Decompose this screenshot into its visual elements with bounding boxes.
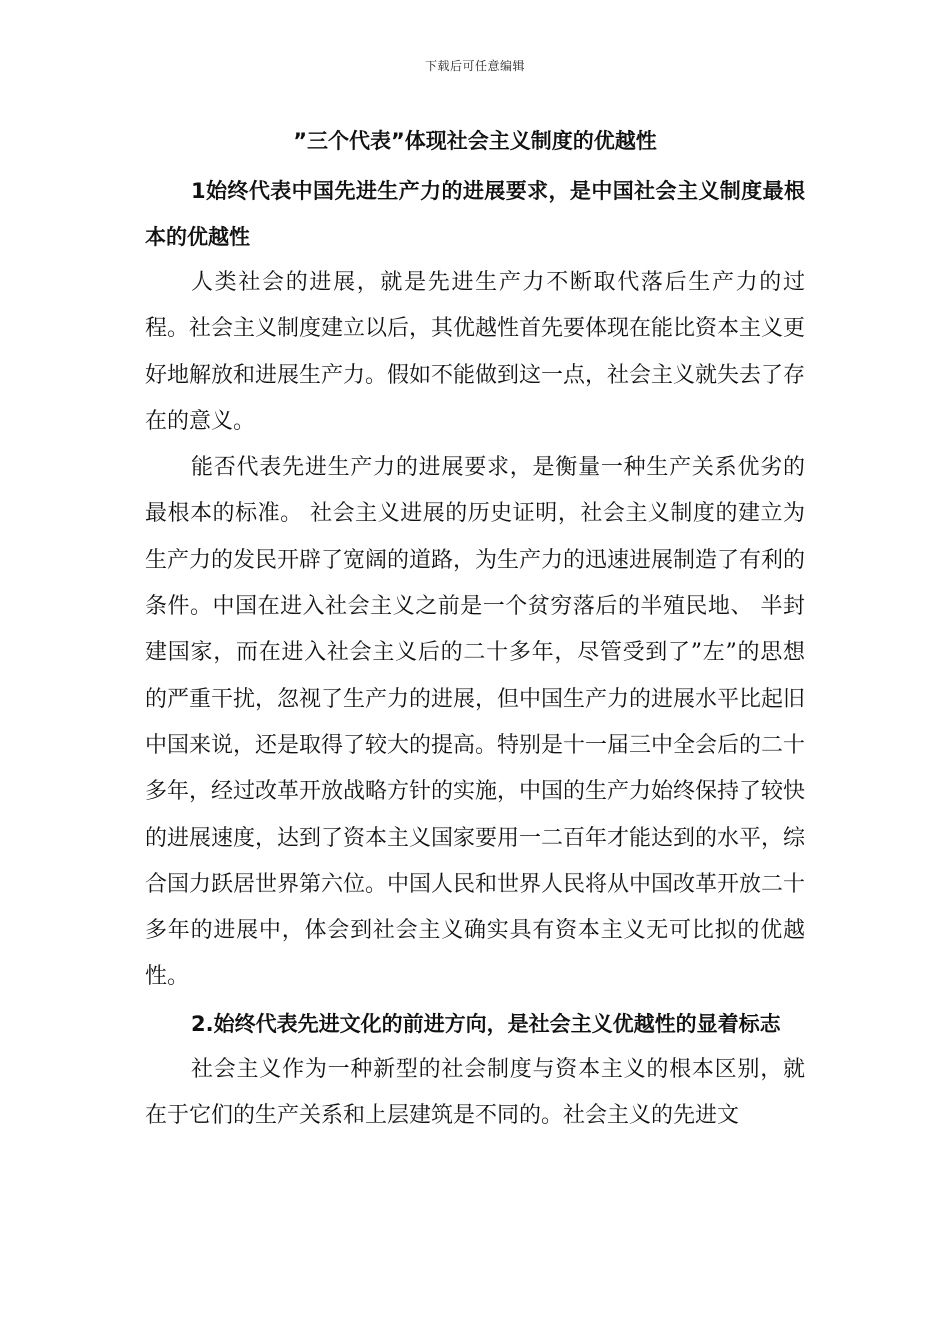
paragraph: 社会主义作为一种新型的社会制度与资本主义的根本区别，就在于它们的生产关系和上层建筑是不同的。社会主义的先进文 xyxy=(145,1056,805,1129)
paragraph: 能否代表先进生产力的进展要求，是衡量一种生产关系优劣的最根本的标准。 社会主义进展的历史证明，社会主义制度的建立为生产力的发民开辟了宽阔的道路，为生产力的迅速进展制造了有利的条件。中国在进入社会主义之前是一个贫穷落后的半殖民地、 半封建国家，而在进入社会主义后的二十多年，尽管受到了”左”的思想的严重干扰，忽视了生产力的进展，但中国生产力的进展水平比起旧中国来说，还是取得了较大的提高。特别是十一届三中全会后的二十多年，经过改革开放战略方针的实施，中国的生产力始终保持了较快的进展速度，达到了资本主义国家要用一二百年才能达到的水平，综合国力跃居世界第六位。中国人民和世界人民将从中国改革开放二十多年的进展中，体会到社会主义确实具有资本主义无可比拟的优越性。 xyxy=(145,455,806,990)
header-note: 下载后可任意编辑 xyxy=(424,59,525,73)
section-heading-1: 1始终代表中国先进生产力的进展要求，是中国社会主义制度最根本的优越性 xyxy=(145,179,805,249)
section-heading-2: 2.始终代表先进文化的前进方向，是社会主义优越性的显着标志 xyxy=(191,1011,781,1036)
paragraph: 人类社会的进展，就是先进生产力不断取代落后生产力的过程。社会主义制度建立以后，其优越性首先要体现在能比资本主义更好地解放和进展生产力。假如不能做到这一点，社会主义就失去了存在的意义。 xyxy=(145,270,806,434)
document-title: ”三个代表”体现社会主义制度的优越性 xyxy=(293,129,657,153)
document-body xyxy=(145,118,805,1139)
